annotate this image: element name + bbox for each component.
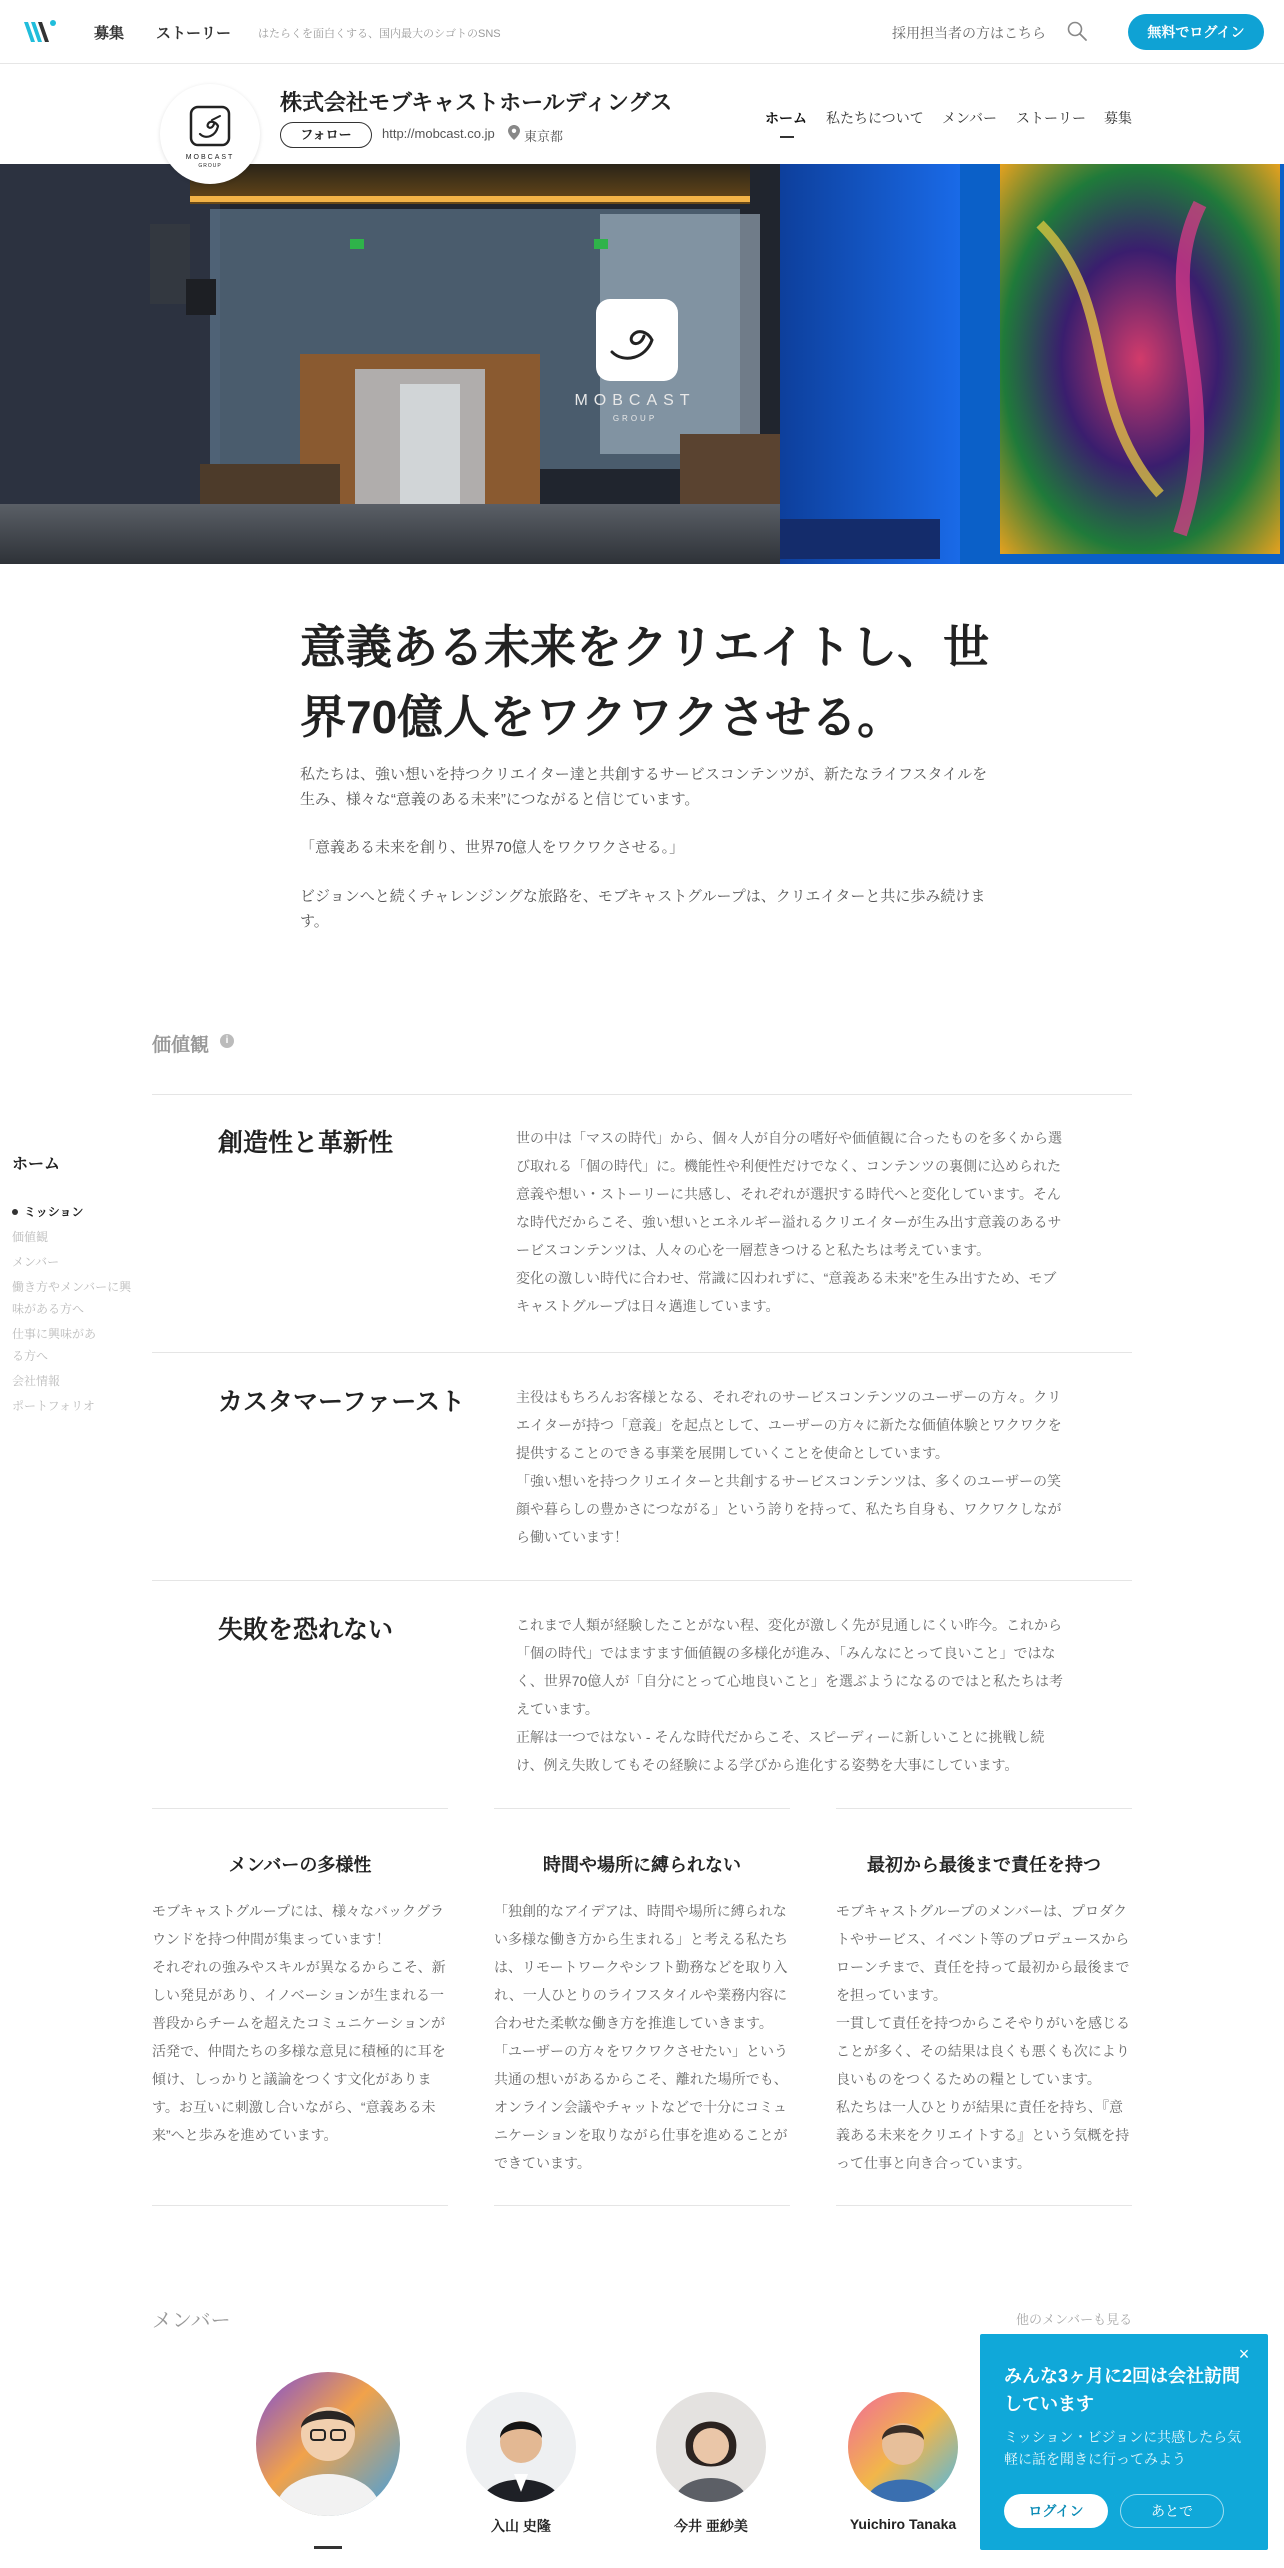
value-title-no-fear: 失敗を恐れない	[218, 1616, 394, 1644]
follow-button[interactable]: フォロー	[280, 122, 372, 148]
logo-text-mobcast: MOBCAST	[185, 154, 235, 161]
column-title-responsibility: 最初から最後まで責任を持つ	[867, 1855, 1101, 1875]
value-body-creativity: 世の中は「マスの時代」から、個々人が自分の嗜好や価値観に合ったものを多くから選び取れる「個の時代」に。機能性や利便性だけでなく、コンテンツの裏側に込められた意義や想い・ストーリーに共感し、それぞれが選択する時代へと変化しています。そんな時代だからこそ、強い想いとエネルギー溢れるクリエイターが生み出す意義のあるサービスコンテンツは、人々の心を一層惹きつけると私たちは考えています。 変化の激しい時代に合わせ、常識に囚われずに、“意義ある未来”を生み出すため、モブキャストグループは日々邁進しています。	[516, 1130, 1062, 1314]
side-nav-values[interactable]: 価値観	[12, 1230, 49, 1244]
member-name-2[interactable]: 入山 史隆	[491, 2518, 551, 2534]
side-nav-workstyle[interactable]: 働き方やメンバーに興味がある方へ	[12, 1280, 132, 1316]
free-login-button[interactable]: 無料でログイン	[1128, 14, 1264, 50]
popup-title: みんな3ヶ月に2回は会社訪問しています	[1004, 2366, 1241, 2414]
mission-title: 意義ある未来をクリエイトし、世界70億人をワクワクさせる。	[300, 621, 990, 743]
side-nav-mission[interactable]: ミッション	[24, 1205, 84, 1219]
active-tab-indicator	[780, 136, 794, 138]
nav-link-stories[interactable]: ストーリー	[156, 25, 232, 42]
info-icon[interactable]: i	[220, 1034, 234, 1048]
column-body-responsibility: モブキャストグループのメンバーは、プロダクトやサービス、イベント等のプロデュースからローンチまで、責任を持って最初から最後までを担っています。 一貫して責任を持つからこそやりがいを感じることが多く、その結果は良くも悪くも次により良いものをつくるための糧としています。 私たちは一人ひとりが結果に責任を持ち、『意義ある未来をクリエイトする』という気概を持って仕事と向き合っています。	[836, 1903, 1130, 2171]
tab-about[interactable]: 私たちについて	[826, 110, 924, 126]
office-sign-mobcast: MOBCAST	[574, 392, 696, 409]
side-nav-company-info[interactable]: 会社情報	[12, 1374, 61, 1388]
office-illustration	[0, 164, 1284, 564]
value-divider	[152, 1580, 1132, 1581]
close-icon[interactable]: ×	[1238, 2344, 1250, 2364]
value-divider	[152, 1094, 1132, 1095]
side-nav-jobs-interest[interactable]: 仕事に興味がある方へ	[12, 1327, 97, 1363]
column-title-flexible-work: 時間や場所に縛られない	[543, 1855, 741, 1875]
column-top-line	[494, 1808, 790, 1809]
company-visit-popup	[980, 2334, 1268, 2550]
member-selected-indicator	[314, 2546, 342, 2549]
value-body-customer-first: 主役はもちろんお客様となる、それぞれのサービスコンテンツのユーザーの方々。クリエイターが持つ「意義」を起点として、ユーザーの方々に新たな価値体験とワクワクを提供することのできる事業を展開していくことを使命としています。 「強い想いを持つクリエイターと共創するサービスコンテンツは、多くのユーザーの笑顔や暮らしの豊かさにつながる」という誇りを持って、私たち自身も、ワクワクしながら働いています！	[516, 1389, 1062, 1545]
tab-jobs[interactable]: 募集	[1104, 110, 1132, 126]
company-name: 株式会社モブキャストホールディングス	[280, 90, 673, 115]
column-body-flexible-work: 「独創的なアイデアは、時間や場所に縛られない多様な働き方から生まれる」と考える私たちは、リモートワークやシフト勤務などを取り入れ、一人ひとりのライフスタイルや業務内容に合わせた柔軟な働き方を推進していきます。 「ユーザーの方々をワクワクさせたい」という共通の想いがあるからこそ、離れた場所でも、オンライン会議やチャットなどで十分にコミュニケーションを取りながら仕事を進めることができています。	[494, 1903, 788, 2171]
site-tagline: はたらくを面白くする、国内最大のシゴトのSNS	[258, 28, 501, 40]
popup-login-button[interactable]: ログイン	[1004, 2494, 1108, 2528]
mission-paragraph-3: ビジョンへと続くチャレンジングな旅路を、モブキャストグループは、クリエイターと共に歩み続けます。	[300, 888, 986, 930]
company-url[interactable]: http://mobcast.co.jp	[382, 126, 495, 141]
nav-link-jobs[interactable]: 募集	[94, 25, 125, 42]
side-nav-active-dot	[12, 1209, 18, 1215]
column-title-diversity: メンバーの多様性	[228, 1855, 372, 1875]
side-nav-members[interactable]: メンバー	[12, 1255, 60, 1269]
side-nav-home[interactable]: ホーム	[12, 1156, 61, 1173]
column-top-line	[152, 1808, 448, 1809]
value-title-customer-first: カスタマーファースト	[218, 1388, 466, 1416]
member-avatar-3[interactable]	[656, 2392, 766, 2502]
popup-text: ミッション・ビジョンに共感したら気軽に話を聞きに行ってみよう	[1004, 2429, 1242, 2467]
member-avatar-2[interactable]	[466, 2392, 576, 2502]
mission-paragraph-1: 私たちは、強い想いを持つクリエイター達と共創するサービスコンテンツが、新たなライフスタイルを生み、様々な“意義のある未来”につながると信じています。	[300, 766, 988, 808]
member-name-3[interactable]: 今井 亜紗美	[674, 2518, 748, 2534]
member-avatar-1[interactable]	[256, 2372, 400, 2516]
logo-text-group: GROUP	[198, 163, 222, 169]
column-bottom-line	[836, 2205, 1132, 2206]
location-pin-icon	[508, 125, 520, 140]
value-divider	[152, 1352, 1132, 1353]
member-avatar-4[interactable]	[848, 2392, 958, 2502]
column-body-diversity: モブキャストグループには、様々なバックグラウンドを持つ仲間が集まっています！ それぞれの強みやスキルが異なるからこそ、新しい発見があり、イノベーションが生まれる一普段からチームを超えたコミュニケーションが活発で、仲間たちの多様な意見に積極的に耳を傾け、しっかりと議論をつくす文化があります。お互いに刺激し合いながら、“意義ある未来”へと歩みを進めています。	[152, 1903, 446, 2143]
top-navigation-bar	[0, 0, 1284, 64]
value-title-creativity: 創造性と革新性	[218, 1129, 394, 1157]
see-more-members-link[interactable]: 他のメンバーも見る	[1016, 2312, 1133, 2327]
side-nav-portfolio[interactable]: ポートフォリオ	[12, 1399, 95, 1413]
popup-later-button[interactable]: あとで	[1120, 2494, 1224, 2528]
column-top-line	[836, 1808, 1132, 1809]
tab-home[interactable]: ホーム	[765, 110, 807, 126]
company-header	[0, 64, 1284, 169]
search-icon[interactable]	[1066, 20, 1088, 42]
values-heading: 価値観	[152, 1035, 210, 1056]
value-body-no-fear: これまで人類が経験したことがない程、変化が激しく先が見通しにくい昨今。これから「個の時代」ではますます価値観の多様化が進み、「みんなにとって良いこと」ではなく、世界70億人が「自分にとって心地良いこと」を選ぶようになるのではと私たちは考えています。 正解は一つではない - そんな時代だからこそ、スピーディーに新しいことに挑戦し続け、例え失敗してもその経験による学びから進化する姿勢を大事にしています。	[516, 1617, 1064, 1773]
members-heading: メンバー	[152, 2310, 231, 2332]
hero-office-photo	[0, 164, 1284, 564]
mission-paragraph-2: 「意義ある未来を創り、世界70億人をワクワクさせる。」	[300, 839, 685, 856]
mobcast-logo-icon	[160, 84, 260, 184]
column-bottom-line	[152, 2205, 448, 2206]
tab-members[interactable]: メンバー	[942, 110, 998, 126]
member-name-4[interactable]: Yuichiro Tanaka	[849, 2516, 957, 2532]
column-bottom-line	[494, 2205, 790, 2206]
recruiter-link[interactable]: 採用担当者の方はこちら	[892, 25, 1046, 41]
wantedly-w-logo-icon[interactable]	[22, 18, 58, 46]
office-sign-group: GROUP	[612, 414, 658, 423]
company-logo[interactable]	[160, 84, 260, 184]
company-location: 東京都	[524, 129, 564, 144]
tab-stories[interactable]: ストーリー	[1016, 110, 1086, 126]
